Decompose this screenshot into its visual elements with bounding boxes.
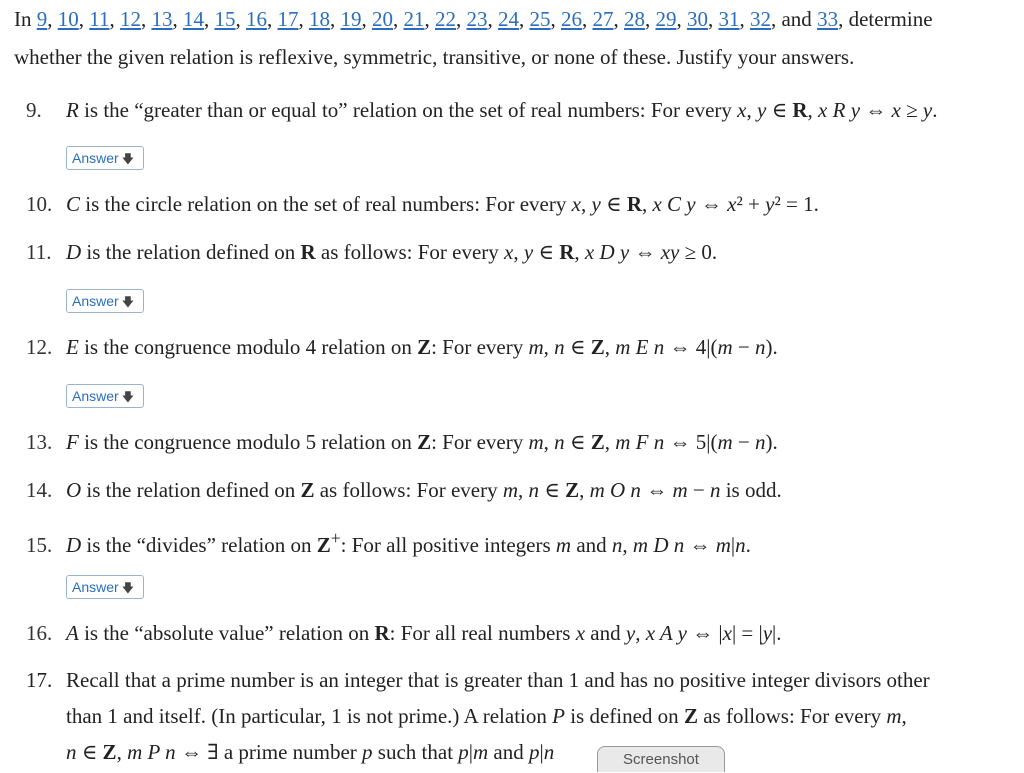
problem-text: and (590, 621, 621, 645)
exercise-link-12[interactable]: 12 (119, 7, 141, 31)
math-expression: m (717, 430, 733, 454)
math-expression: xy (660, 240, 680, 264)
math-set: Z (590, 335, 605, 359)
relation-symbol: D (66, 240, 82, 264)
math-expression: n (611, 533, 623, 557)
problem-13: 13. F is the congruence modulo 5 relation on Z: For every m, n ∈ Z, m F n ⇔ 5|(m − n). (26, 424, 778, 460)
math-set: R (559, 240, 575, 264)
exercise-link-10[interactable]: 10 (57, 7, 79, 31)
problem-text: : For every (431, 335, 524, 359)
problem-text: is the “absolute value” relation on (84, 621, 370, 645)
math-expression: y (765, 192, 775, 216)
problem-text: than 1 and itself. (In particular, 1 is not prime.) A relation (66, 704, 547, 728)
intro-paragraph: In 9, 10, 11, 12, 13, 14, 15, 16, 17, 18, 19, 20, 21, 22, 23, 24, 25, 26, 27, 28, 29, 30, 31, 32, and 33, determine whether the given relation is reflexive, symmetric, transitive, or none of these. Justify your answers. (14, 7, 933, 69)
math-expression: m (715, 533, 731, 557)
math-expression: y (523, 240, 534, 264)
problem-text: as follows: For every (703, 704, 882, 728)
math-set: Z (590, 430, 605, 454)
answer-label: Answer (72, 388, 119, 404)
math-set: Z (300, 478, 315, 502)
problem-16: 16. A is the “absolute value” relation on R: For all real numbers x and y, x A y ⇔ |x| = |y|. (26, 615, 782, 651)
problem-number: 17. (26, 668, 53, 692)
math-expression: p (362, 740, 373, 764)
problem-text: such that (377, 740, 454, 764)
math-expression: x (571, 192, 581, 216)
math-expression: n (528, 478, 540, 502)
math-set: Z (683, 704, 698, 728)
math-expression: x (727, 192, 737, 216)
answer-button-12[interactable] (66, 384, 144, 408)
math-set: Z (565, 478, 580, 502)
exercise-link-26[interactable]: 26 (560, 7, 582, 31)
screenshot-tab[interactable] (597, 746, 725, 772)
exercise-link-21[interactable]: 21 (403, 7, 425, 31)
exercise-link-24[interactable]: 24 (497, 7, 519, 31)
math-expression: x D y (584, 240, 630, 264)
math-expression: x (722, 621, 732, 645)
math-set: Z (417, 335, 432, 359)
problem-text: as follows: For every (319, 478, 498, 502)
exercise-link-13[interactable]: 13 (151, 7, 173, 31)
exercise-link-17[interactable]: 17 (277, 7, 299, 31)
problem-text: as follows: For every (320, 240, 499, 264)
problem-text: and (576, 533, 607, 557)
exercise-link-27[interactable]: 27 (592, 7, 614, 31)
problem-9: 9. R is the “greater than or equal to” relation on the set of real numbers: For every x, y ∈ R, x R y ⇔ x ≥ y. (26, 92, 937, 128)
problem-number: 10. (26, 192, 53, 216)
math-expression: n (754, 430, 766, 454)
exercise-link-14[interactable]: 14 (182, 7, 204, 31)
exercise-link-19[interactable]: 19 (340, 7, 362, 31)
relation-symbol: O (66, 478, 82, 502)
arrow-down-icon: 🡇 (121, 152, 135, 166)
exercise-link-31[interactable]: 31 (718, 7, 740, 31)
math-expression: y (757, 98, 767, 122)
math-set: Z (316, 533, 331, 557)
relation-symbol: D (66, 533, 82, 557)
arrow-down-icon: 🡇 (121, 295, 135, 309)
math-set: Z (417, 430, 432, 454)
problem-number: 12. (26, 335, 53, 359)
math-expression: m (886, 704, 902, 728)
math-expression: m (473, 740, 489, 764)
problem-number: 13. (26, 430, 53, 454)
relation-symbol: A (66, 621, 79, 645)
math-expression: m O n (589, 478, 641, 502)
math-set: R (300, 240, 316, 264)
problem-text: a prime number (223, 740, 357, 764)
problem-12: 12. E is the congruence modulo 4 relation on Z: For every m, n ∈ Z, m E n ⇔ 4|(m − n). (26, 329, 778, 365)
math-expression: n (554, 335, 565, 359)
math-expression: p (529, 740, 540, 764)
problem-text: is the congruence modulo 4 relation on (84, 335, 412, 359)
math-expression: x (504, 240, 514, 264)
exercise-link-25[interactable]: 25 (529, 7, 551, 31)
intro-and: and (776, 7, 818, 31)
exercise-link-22[interactable]: 22 (434, 7, 456, 31)
problem-number: 14. (26, 478, 53, 502)
math-expression: y (762, 621, 773, 645)
problem-text: is the “divides” relation on (86, 533, 312, 557)
math-expression: x (891, 98, 901, 122)
math-expression: m (528, 430, 544, 454)
math-expression: x (575, 621, 586, 645)
exercise-link-29[interactable]: 29 (655, 7, 677, 31)
problem-body: Recall that a prime number is an integer that is greater than 1 and has no positive integer divisors other than 1 and itself. (In particular, 1 is not prime.) A relation P is defined on Z as follows: For every m, n ∈ Z, m P n ⇔ ∃ a prime number p such that p|m and p|n (66, 668, 930, 764)
problem-text: : For all positive integers (340, 533, 551, 557)
math-expression: y (625, 621, 636, 645)
problem-text: Recall that a prime number is an integer that is greater than 1 and has no positive integer divisors other (66, 668, 930, 692)
problem-number: 16. (26, 621, 53, 645)
math-expression: p (458, 740, 469, 764)
arrow-down-icon: 🡇 (121, 390, 135, 404)
exercise-link-23[interactable]: 23 (466, 7, 488, 31)
math-expression: n (754, 335, 766, 359)
math-expression: x (737, 98, 747, 122)
problem-text: : For all real numbers (389, 621, 571, 645)
math-superscript: + (330, 528, 341, 548)
problem-10: 10. C is the circle relation on the set of real numbers: For every x, y ∈ R, x C y ⇔ x² + y² = 1. (26, 186, 819, 222)
answer-button-11[interactable] (66, 289, 144, 313)
answer-label: Answer (72, 293, 119, 309)
relation-symbol: C (66, 192, 81, 216)
problem-text: is defined on (570, 704, 679, 728)
exercise-link-16[interactable]: 16 (245, 7, 267, 31)
math-expression: m P n (127, 740, 176, 764)
problem-number: 11. (26, 240, 52, 264)
intro-prefix: In (14, 7, 37, 31)
answer-label: Answer (72, 150, 119, 166)
math-expression: y (922, 98, 933, 122)
answer-button-15[interactable] (66, 575, 144, 599)
math-expression: n (554, 430, 565, 454)
problem-text: is the congruence modulo 5 relation on (84, 430, 412, 454)
relation-symbol: R (66, 98, 79, 122)
math-set: R (792, 98, 808, 122)
relation-symbol: F (66, 430, 79, 454)
math-expression: m D n (632, 533, 685, 557)
problem-17 (26, 662, 1011, 770)
problem-11: 11. D is the relation defined on R as follows: For every x, y ∈ R, x D y ⇔ xy ≥ 0. (26, 234, 717, 270)
exercise-link-18[interactable]: 18 (308, 7, 330, 31)
math-expression: m E n (615, 335, 665, 359)
math-expression: n (66, 740, 77, 764)
answer-label: Answer (72, 579, 119, 595)
exercise-link-30[interactable]: 30 (686, 7, 708, 31)
arrow-down-icon: 🡇 (121, 581, 135, 595)
exercise-link-32[interactable]: 32 (749, 7, 771, 31)
math-set: R (374, 621, 390, 645)
problem-text: is the “greater than or equal to” relation on the set of real numbers: For every (84, 98, 732, 122)
math-expression: n (735, 533, 746, 557)
intro-suffix: , determine (838, 7, 933, 31)
problem-text: is the relation defined on (86, 478, 296, 502)
relation-symbol: E (66, 335, 79, 359)
exercise-link-20[interactable]: 20 (371, 7, 393, 31)
intro-line2: whether the given relation is reflexive, symmetric, transitive, or none of these. Justify your answers. (14, 45, 855, 69)
math-expression: n (543, 740, 555, 764)
math-expression: m (502, 478, 519, 502)
problem-number: 9. (26, 98, 42, 122)
screenshot-tab-label: Screenshot (623, 751, 699, 768)
exercise-link-9[interactable]: 9 (36, 7, 48, 31)
exercise-link-11[interactable]: 11 (89, 7, 110, 31)
exercise-link-28[interactable]: 28 (623, 7, 645, 31)
problem-text: : For every (431, 430, 524, 454)
problem-15: 15. D is the “divides” relation on Z+: For all positive integers m and n, m D n ⇔ m|n. (26, 520, 751, 563)
math-expression: m (555, 533, 572, 557)
problem-14: 14. O is the relation defined on Z as follows: For every m, n ∈ Z, m O n ⇔ m − n is odd. (26, 472, 782, 508)
math-expression: x A y (645, 621, 687, 645)
math-expression: x C y (652, 192, 696, 216)
math-expression: P (552, 704, 565, 728)
problem-number: 15. (26, 533, 53, 557)
problem-text: is odd. (725, 478, 782, 502)
math-expression: m (528, 335, 544, 359)
math-expression: x R y (818, 98, 861, 122)
exercise-link-33[interactable]: 33 (817, 7, 839, 31)
exercise-link-15[interactable]: 15 (214, 7, 236, 31)
math-expression: m (717, 335, 733, 359)
answer-button-9[interactable] (66, 146, 144, 170)
math-set: Z (102, 740, 117, 764)
problem-text: is the relation defined on (86, 240, 296, 264)
math-expression: m F n (615, 430, 665, 454)
math-expression: y (591, 192, 601, 216)
math-expression: n (709, 478, 721, 502)
problem-text: is the circle relation on the set of real numbers: For every (85, 192, 567, 216)
math-expression: m (672, 478, 688, 502)
math-set: R (626, 192, 642, 216)
